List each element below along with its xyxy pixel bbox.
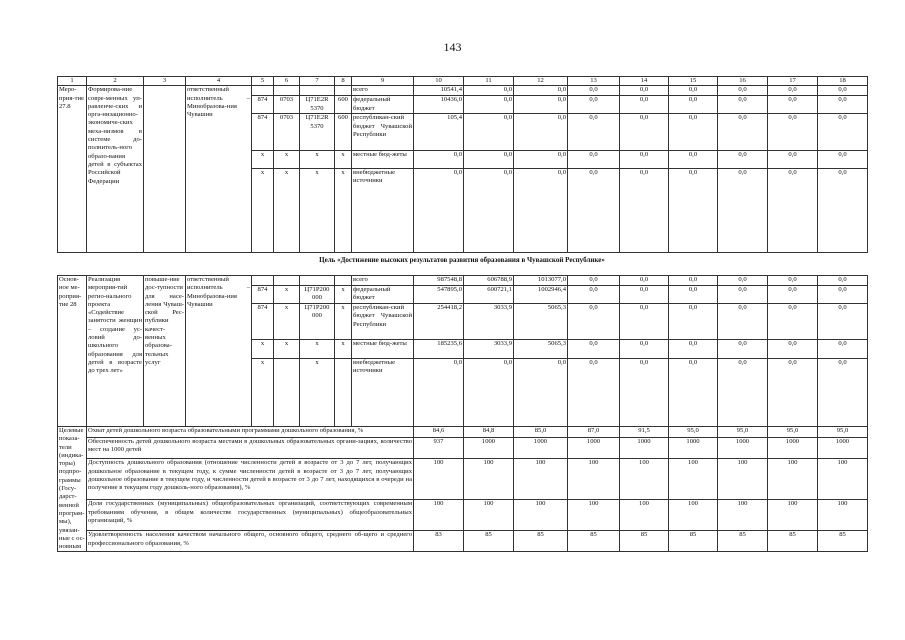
indicator-value: 100 — [718, 459, 768, 500]
budget-code-grbs: 874 — [252, 96, 274, 114]
funding-value: 10541,4 — [414, 86, 464, 96]
header-cell: 9 — [352, 77, 414, 86]
funding-source: республикан-ский бюджет Чувашской Республики — [352, 114, 414, 150]
funding-value: 0,0 — [669, 86, 718, 96]
funding-source: внебюджетные источники — [352, 168, 414, 253]
funding-value: 0,0 — [620, 304, 669, 340]
indicator-value: 85 — [620, 531, 669, 552]
indicator-value: 100 — [514, 500, 568, 531]
funding-value: 0,0 — [768, 340, 818, 358]
budget-code-target: Ц71Е2R 5370 — [300, 114, 335, 150]
funding-value: 0,0 — [620, 114, 669, 150]
funding-value: 0,0 — [818, 340, 868, 358]
indicator-value: 1000 — [514, 438, 568, 459]
header-cell: 13 — [568, 77, 620, 86]
measure-name: Формирова-ние совре-менных уп-равленче-ских и орга-низационно-экономиче-ских меха-низмов в системе до-полнитель-ного образо-вания детей в субъектах Российской Федерации — [87, 86, 144, 253]
funding-value: 0,0 — [568, 304, 620, 340]
header-cell: 4 — [186, 77, 252, 86]
funding-value: 0,0 — [718, 358, 768, 426]
indicator-text: Доля государственных (муниципальных) общеобразовательных организаций, соответствующих современным требованиям обучения, в общем количестве государственных (муниципальных) общеобразовательных организаций, % — [87, 500, 414, 531]
funding-value: 0,0 — [669, 276, 718, 286]
indicator-text: Удовлетворенность населения качеством начального общего, основного общего, среднего об-щего и среднего профессионального образования, % — [87, 531, 414, 552]
budget-code-target: x — [300, 340, 335, 358]
funding-source: местные бюд-жеты — [352, 340, 414, 358]
indicator-value: 1000 — [718, 438, 768, 459]
indicator-value: 1000 — [768, 438, 818, 459]
funding-value: 0,0 — [818, 358, 868, 426]
funding-value: 0,0 — [818, 168, 868, 253]
budget-code-grbs: 874 — [252, 286, 274, 304]
budget-code-target: Ц71Р200 000 — [300, 304, 335, 340]
funding-value: 0,0 — [568, 96, 620, 114]
table-row — [58, 276, 868, 286]
funding-value: 0,0 — [620, 86, 669, 96]
indicator-value: 100 — [514, 459, 568, 500]
indicator-value: 95,0 — [669, 427, 718, 438]
funding-value: 0,0 — [718, 304, 768, 340]
funding-value: 0,0 — [464, 114, 514, 150]
funding-value: 0,0 — [768, 358, 818, 426]
funding-value: 0,0 — [718, 286, 768, 304]
budget-code-grbs: x — [252, 358, 274, 426]
funding-value: 0,0 — [568, 150, 620, 168]
funding-value: 0,0 — [568, 276, 620, 286]
budget-code-section: 0703 — [274, 96, 300, 114]
header-cell: 11 — [464, 77, 514, 86]
page-number: 143 — [443, 40, 462, 54]
funding-value: 0,0 — [768, 150, 818, 168]
budget-code-grbs: x — [252, 340, 274, 358]
funding-value: 0,0 — [514, 358, 568, 426]
budget-code-type: x — [335, 286, 352, 304]
funding-value: 0,0 — [768, 86, 818, 96]
budget-code-section: x — [274, 304, 300, 340]
budget-code-type: x — [335, 168, 352, 253]
funding-source: федеральный бюджет — [352, 96, 414, 114]
budget-code-section: x — [274, 168, 300, 253]
funding-value: 0,0 — [669, 286, 718, 304]
budget-code-target — [300, 86, 335, 96]
funding-value: 0,0 — [620, 276, 669, 286]
indicator-value: 1000 — [818, 438, 868, 459]
funding-value: 0,0 — [718, 340, 768, 358]
indicator-value: 100 — [620, 459, 669, 500]
indicator-text: Доступность дошкольного образования (отношение численности детей в возрасте от 3 до 7 лет, получающих дошкольное образование в текущем году, к сумме численности детей в возрасте от 3 до 7 лет, получающих дошкольное образование в текущем году, и численности детей в возрасте от 3 до 7 лет, находящихся в очереди на получение в текущем году дошколь-ного образования), % — [87, 459, 414, 500]
funding-value: 1002946,4 — [514, 286, 568, 304]
indicator-value: 100 — [818, 459, 868, 500]
funding-value: 0,0 — [514, 96, 568, 114]
measure-goal: повыше-ние дос-тупности для насе-ления Чуваш-ской Рес-публики качест-венных образова-тельных услуг — [144, 276, 186, 427]
funding-value: 0,0 — [768, 304, 818, 340]
funding-value: 1013077,0 — [514, 276, 568, 286]
funding-value: 0,0 — [514, 114, 568, 150]
funding-value: 0,0 — [514, 86, 568, 96]
funding-source: внебюджетные источники — [352, 358, 414, 426]
funding-value: 0,0 — [464, 86, 514, 96]
measure-executor: ответственный исполнитель – Минобразова-ния Чувашии — [186, 276, 252, 427]
funding-value: 0,0 — [414, 168, 464, 253]
budget-code-grbs: x — [252, 150, 274, 168]
funding-value: 0,0 — [620, 150, 669, 168]
funding-source: всего — [352, 86, 414, 96]
indicator-row — [58, 531, 868, 552]
funding-value: 0,0 — [768, 286, 818, 304]
funding-value: 0,0 — [568, 358, 620, 426]
budget-code-grbs: x — [252, 168, 274, 253]
indicator-value: 95,0 — [718, 427, 768, 438]
funding-value: 0,0 — [464, 358, 514, 426]
indicator-value: 1000 — [669, 438, 718, 459]
funding-value: 0,0 — [768, 114, 818, 150]
budget-code-section: x — [274, 286, 300, 304]
indicator-value: 100 — [768, 459, 818, 500]
funding-value: 5065,3 — [514, 304, 568, 340]
funding-value: 0,0 — [669, 168, 718, 253]
budget-code-type — [335, 276, 352, 286]
budget-code-target: Ц71Р200 000 — [300, 286, 335, 304]
header-cell: 18 — [818, 77, 868, 86]
funding-value: 105,4 — [414, 114, 464, 150]
indicator-value: 85 — [768, 531, 818, 552]
budget-code-section — [274, 358, 300, 426]
funding-value: 0,0 — [414, 358, 464, 426]
indicator-value: 937 — [414, 438, 464, 459]
funding-value: 0,0 — [620, 358, 669, 426]
funding-value: 185235,6 — [414, 340, 464, 358]
indicator-value: 83 — [414, 531, 464, 552]
funding-value: 0,0 — [669, 114, 718, 150]
funding-value: 254418,2 — [414, 304, 464, 340]
funding-value: 10436,0 — [414, 96, 464, 114]
budget-code-type: x — [335, 304, 352, 340]
funding-value: 0,0 — [568, 286, 620, 304]
header-cell: 3 — [144, 77, 186, 86]
funding-value: 0,0 — [669, 150, 718, 168]
funding-value: 0,0 — [818, 86, 868, 96]
measure-executor: ответственный исполнитель – Минобразова-ния Чувашии — [186, 86, 252, 253]
header-cell: 7 — [300, 77, 335, 86]
budget-code-type — [335, 86, 352, 96]
budget-code-section: x — [274, 340, 300, 358]
table-measure-27-8 — [57, 76, 868, 253]
funding-value: 0,0 — [464, 168, 514, 253]
funding-value: 0,0 — [669, 340, 718, 358]
funding-value: 3033,9 — [464, 304, 514, 340]
budget-code-grbs — [252, 86, 274, 96]
indicator-value: 100 — [768, 500, 818, 531]
indicator-value: 84,6 — [414, 427, 464, 438]
header-cell: 2 — [87, 77, 144, 86]
funding-value: 600721,1 — [464, 286, 514, 304]
funding-value: 0,0 — [718, 114, 768, 150]
funding-value: 0,0 — [620, 168, 669, 253]
indicator-value: 100 — [568, 459, 620, 500]
funding-value: 0,0 — [514, 168, 568, 253]
header-cell: 10 — [414, 77, 464, 86]
funding-value: 0,0 — [464, 96, 514, 114]
funding-value: 0,0 — [818, 276, 868, 286]
funding-value: 0,0 — [620, 286, 669, 304]
budget-code-type: x — [335, 150, 352, 168]
budget-code-target: Ц71Е2R 5370 — [300, 96, 335, 114]
measure-goal — [144, 86, 186, 253]
header-cell: 16 — [718, 77, 768, 86]
measure-name: Реализация мероприя-тий регио-нального проекта «Содействие занятости женщин – создание ус-ловий до-школьного образования для детей в возрасте до трех лет» — [87, 276, 144, 427]
funding-value: 0,0 — [818, 304, 868, 340]
funding-value: 606788,9 — [464, 276, 514, 286]
indicator-value: 100 — [568, 500, 620, 531]
indicator-value: 85 — [669, 531, 718, 552]
funding-value: 0,0 — [818, 96, 868, 114]
funding-value: 0,0 — [669, 304, 718, 340]
funding-value: 987548,8 — [414, 276, 464, 286]
indicator-value: 85 — [818, 531, 868, 552]
indicator-value: 85 — [514, 531, 568, 552]
funding-value: 0,0 — [620, 96, 669, 114]
indicator-value: 95,0 — [768, 427, 818, 438]
funding-value: 0,0 — [718, 168, 768, 253]
funding-source: федеральный бюджет — [352, 286, 414, 304]
indicator-value: 84,8 — [464, 427, 514, 438]
indicator-value: 1000 — [464, 438, 514, 459]
funding-value: 0,0 — [718, 276, 768, 286]
indicator-value: 85 — [464, 531, 514, 552]
budget-code-section — [274, 86, 300, 96]
funding-value: 0,0 — [568, 86, 620, 96]
funding-value: 0,0 — [768, 168, 818, 253]
indicator-row — [58, 500, 868, 531]
funding-value: 0,0 — [464, 150, 514, 168]
indicator-value: 85,0 — [514, 427, 568, 438]
indicator-text: Охват детей дошкольного возраста образовательными программами дошкольного образования, % — [87, 427, 414, 438]
indicator-row — [58, 438, 868, 459]
funding-value: 5065,3 — [514, 340, 568, 358]
indicators-label: Целевые показа-тели (индика-торы) подпро-граммы (Госу-дарст-венной програм-мы), увязан-ные с ос-новным — [59, 427, 85, 551]
budget-code-type — [335, 358, 352, 426]
funding-value: 0,0 — [818, 150, 868, 168]
header-cell: 17 — [768, 77, 818, 86]
funding-value: 0,0 — [620, 340, 669, 358]
funding-value: 0,0 — [718, 86, 768, 96]
funding-value: 0,0 — [818, 114, 868, 150]
funding-value: 0,0 — [768, 96, 818, 114]
budget-code-target — [300, 276, 335, 286]
funding-source: всего — [352, 276, 414, 286]
budget-code-section — [274, 276, 300, 286]
funding-value: 547895,0 — [414, 286, 464, 304]
funding-value: 0,0 — [414, 150, 464, 168]
funding-value: 3033,9 — [464, 340, 514, 358]
funding-value: 0,0 — [669, 96, 718, 114]
budget-code-grbs: 874 — [252, 114, 274, 150]
funding-value: 0,0 — [818, 286, 868, 304]
indicator-row — [58, 459, 868, 500]
indicator-value: 87,0 — [568, 427, 620, 438]
budget-code-target: x — [300, 358, 335, 426]
table-row — [58, 86, 868, 96]
indicator-value: 100 — [620, 500, 669, 531]
header-row — [58, 77, 868, 86]
indicator-value: 85 — [718, 531, 768, 552]
funding-value: 0,0 — [718, 150, 768, 168]
indicator-value: 100 — [818, 500, 868, 531]
header-cell: 14 — [620, 77, 669, 86]
indicator-value: 100 — [718, 500, 768, 531]
table-main-measure-28 — [57, 275, 868, 552]
measure-code: Меро-прия-тие 27.8 — [58, 86, 87, 253]
indicator-value: 100 — [669, 500, 718, 531]
funding-value: 0,0 — [514, 150, 568, 168]
budget-code-type: 600 — [335, 96, 352, 114]
budget-code-grbs — [252, 276, 274, 286]
funding-value: 0,0 — [568, 168, 620, 253]
indicator-value: 100 — [464, 500, 514, 531]
indicator-value: 100 — [669, 459, 718, 500]
goal-heading: Цель «Достижение высоких результатов развития образования в Чувашской Республике» — [319, 256, 605, 264]
indicator-value: 100 — [464, 459, 514, 500]
funding-value: 0,0 — [718, 96, 768, 114]
indicator-value: 1000 — [620, 438, 669, 459]
budget-code-target: x — [300, 168, 335, 253]
funding-value: 0,0 — [568, 340, 620, 358]
header-cell: 8 — [335, 77, 352, 86]
funding-value: 0,0 — [669, 358, 718, 426]
budget-code-target: x — [300, 150, 335, 168]
budget-code-type: 600 — [335, 114, 352, 150]
indicator-value: 95,0 — [818, 427, 868, 438]
header-cell: 6 — [274, 77, 300, 86]
budget-code-section: 0703 — [274, 114, 300, 150]
budget-code-section: x — [274, 150, 300, 168]
indicator-value: 100 — [414, 459, 464, 500]
header-cell: 5 — [252, 77, 274, 86]
budget-code-grbs: 874 — [252, 304, 274, 340]
indicator-value: 85 — [568, 531, 620, 552]
indicator-value: 100 — [414, 500, 464, 531]
budget-code-type: x — [335, 340, 352, 358]
funding-value: 0,0 — [568, 114, 620, 150]
header-cell: 1 — [58, 77, 87, 86]
funding-value: 0,0 — [768, 276, 818, 286]
header-cell: 12 — [514, 77, 568, 86]
indicator-value: 1000 — [568, 438, 620, 459]
indicator-row — [58, 427, 868, 438]
indicator-text: Обеспеченность детей дошкольного возраста местами в дошкольных образовательных органи-зациях, количество мест на 1000 детей — [87, 438, 414, 459]
header-cell: 15 — [669, 77, 718, 86]
indicator-value: 91,5 — [620, 427, 669, 438]
measure-code: Основ-ное ме-роприя-тие 28 — [58, 276, 87, 427]
funding-source: местные бюд-жеты — [352, 150, 414, 168]
funding-source: республикан-ский бюджет Чувашской Республики — [352, 304, 414, 340]
